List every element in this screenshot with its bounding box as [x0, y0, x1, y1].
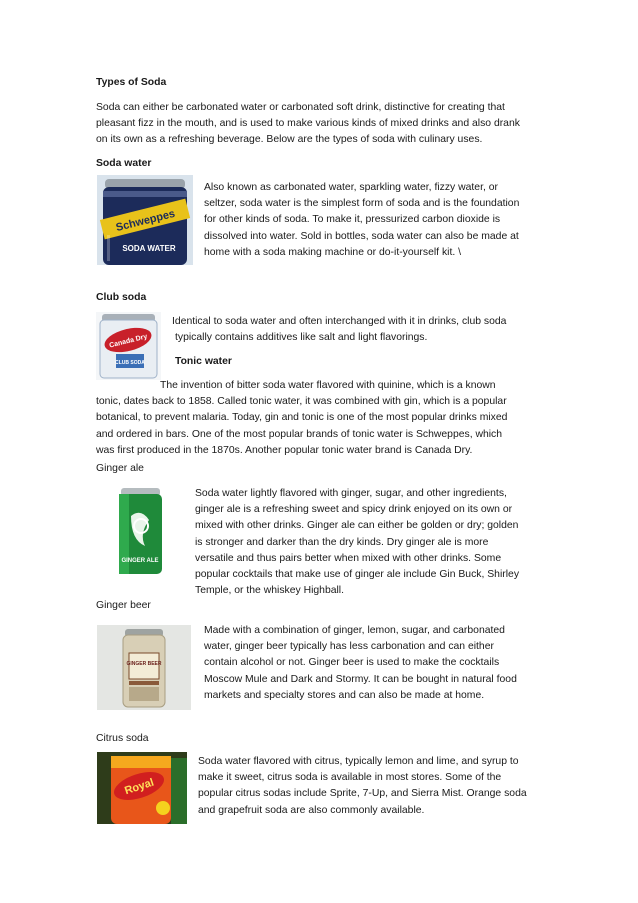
ginger-ale-heading: Ginger ale	[96, 463, 144, 474]
soda-water-line: seltzer, soda water is the simplest form of soda and is the foundation	[204, 198, 520, 210]
tonic-water-line: and ordered in bars. One of the most popular brands of tonic water is Schweppes, which	[96, 428, 503, 440]
tonic-water-heading: Tonic water	[175, 356, 232, 367]
citrus-soda-can-image	[97, 752, 187, 824]
citrus-soda-line: make it sweet, citrus soda is available in most stores. Some of the	[198, 772, 502, 784]
ginger-ale-can-image	[97, 486, 184, 577]
soda-water-can-image	[97, 175, 193, 265]
tonic-water-line: botanical, to prevent malaria. Today, gin and tonic is one of the most popular drinks mixed	[96, 412, 508, 424]
intro-line: on its own as a refreshing beverage. Below are the types of soda with culinary uses.	[96, 134, 483, 146]
ginger-ale-can-label: GINGER ALE	[121, 558, 159, 564]
ginger-beer-line: Made with a combination of ginger, lemon, sugar, and carbonated	[204, 625, 505, 636]
ginger-beer-line: markets and specialty stores and can also be made at home.	[204, 689, 485, 701]
ginger-ale-line: Temple, or the whiskey Highball.	[195, 585, 344, 597]
tonic-water-line: was first produced in the 1870s. Another popular tonic water brand is Canada Dry.	[96, 444, 473, 456]
tonic-water-paragraph	[96, 378, 507, 459]
citrus-soda-line: popular citrus sodas include Sprite, 7-Up, and Sierra Mist. Orange soda	[198, 788, 527, 800]
citrus-soda-paragraph	[198, 754, 527, 819]
ginger-beer-paragraph	[204, 623, 517, 704]
soda-water-heading: Soda water	[96, 158, 152, 169]
tonic-water-line: The invention of bitter soda water flavored with quinine, which is a known	[160, 380, 496, 391]
ginger-beer-line: water, ginger beer typically has less carbonation and can either	[204, 641, 494, 653]
ginger-ale-line: popular cocktails that make use of ginger ale include Gin Buck, Shirley	[195, 568, 520, 580]
ginger-ale-line: ginger ale is a refreshing sweet and spicy drink enjoyed on its own or	[195, 504, 513, 516]
intro-paragraph	[96, 100, 520, 149]
club-soda-line: Identical to soda water and often interchanged with it in drinks, club soda	[172, 316, 507, 327]
intro-line: Soda can either be carbonated water or carbonated soft drink, distinctive for creating that	[96, 102, 505, 113]
ginger-ale-line: is stronger and darker than the dry kinds. Dry ginger ale is more	[195, 536, 489, 548]
intro-line: pleasant fizz in the mouth, and is used to make various kinds of mixed drinks and also drank	[96, 118, 520, 130]
soda-water-line: dissolved into water. Sold in bottles, soda water can also be made at	[204, 230, 519, 242]
ginger-beer-line: contain alcohol or not. Ginger beer is used to make the cocktails	[204, 657, 500, 669]
ginger-beer-can-image	[97, 625, 191, 710]
citrus-soda-line: Soda water flavored with citrus, typically lemon and lime, and syrup to	[198, 756, 519, 767]
ginger-ale-line: mixed with other drinks. Ginger ale can either be golden or dry; golden	[195, 520, 519, 532]
club-soda-heading: Club soda	[96, 292, 147, 303]
ginger-ale-paragraph	[195, 486, 519, 599]
soda-water-line: home with a soda making machine or do-it-yourself kit. \	[204, 246, 461, 258]
club-soda-line: typically contains additives like salt and light flavorings.	[175, 332, 428, 344]
citrus-soda-heading: Citrus soda	[96, 733, 149, 744]
ginger-beer-can-label: GINGER BEER	[126, 661, 162, 667]
ginger-ale-line: versatile and thus pairs better when mixed with other drinks. Some	[195, 552, 502, 564]
ginger-ale-line: Soda water lightly flavored with ginger, sugar, and other ingredients,	[195, 488, 507, 499]
soda-water-can-label: SODA WATER	[122, 244, 176, 253]
page-title: Types of Soda	[96, 77, 167, 88]
soda-water-brand: Schweppes	[114, 207, 177, 235]
soda-water-paragraph	[204, 180, 519, 261]
ginger-beer-heading: Ginger beer	[96, 600, 151, 611]
citrus-soda-line: and grapefruit soda are also commonly available.	[198, 804, 425, 816]
ginger-beer-line: Moscow Mule and Dark and Stormy. It can be bought in natural food	[204, 673, 517, 685]
soda-water-line: for other kinds of soda. To make it, pressurized carbon dioxide is	[204, 214, 501, 226]
club-soda-paragraph	[172, 314, 506, 346]
club-soda-can-image	[96, 312, 161, 380]
tonic-water-line: tonic, dates back to 1858. Called tonic water, it was combined with gin, which is a popular	[96, 396, 507, 408]
club-soda-brand: Canada Dry	[108, 333, 149, 350]
club-soda-can-label: CLUB SODA	[115, 360, 145, 366]
soda-water-line: Also known as carbonated water, sparkling water, fizzy water, or	[204, 182, 498, 193]
citrus-soda-brand: Royal	[123, 776, 156, 798]
